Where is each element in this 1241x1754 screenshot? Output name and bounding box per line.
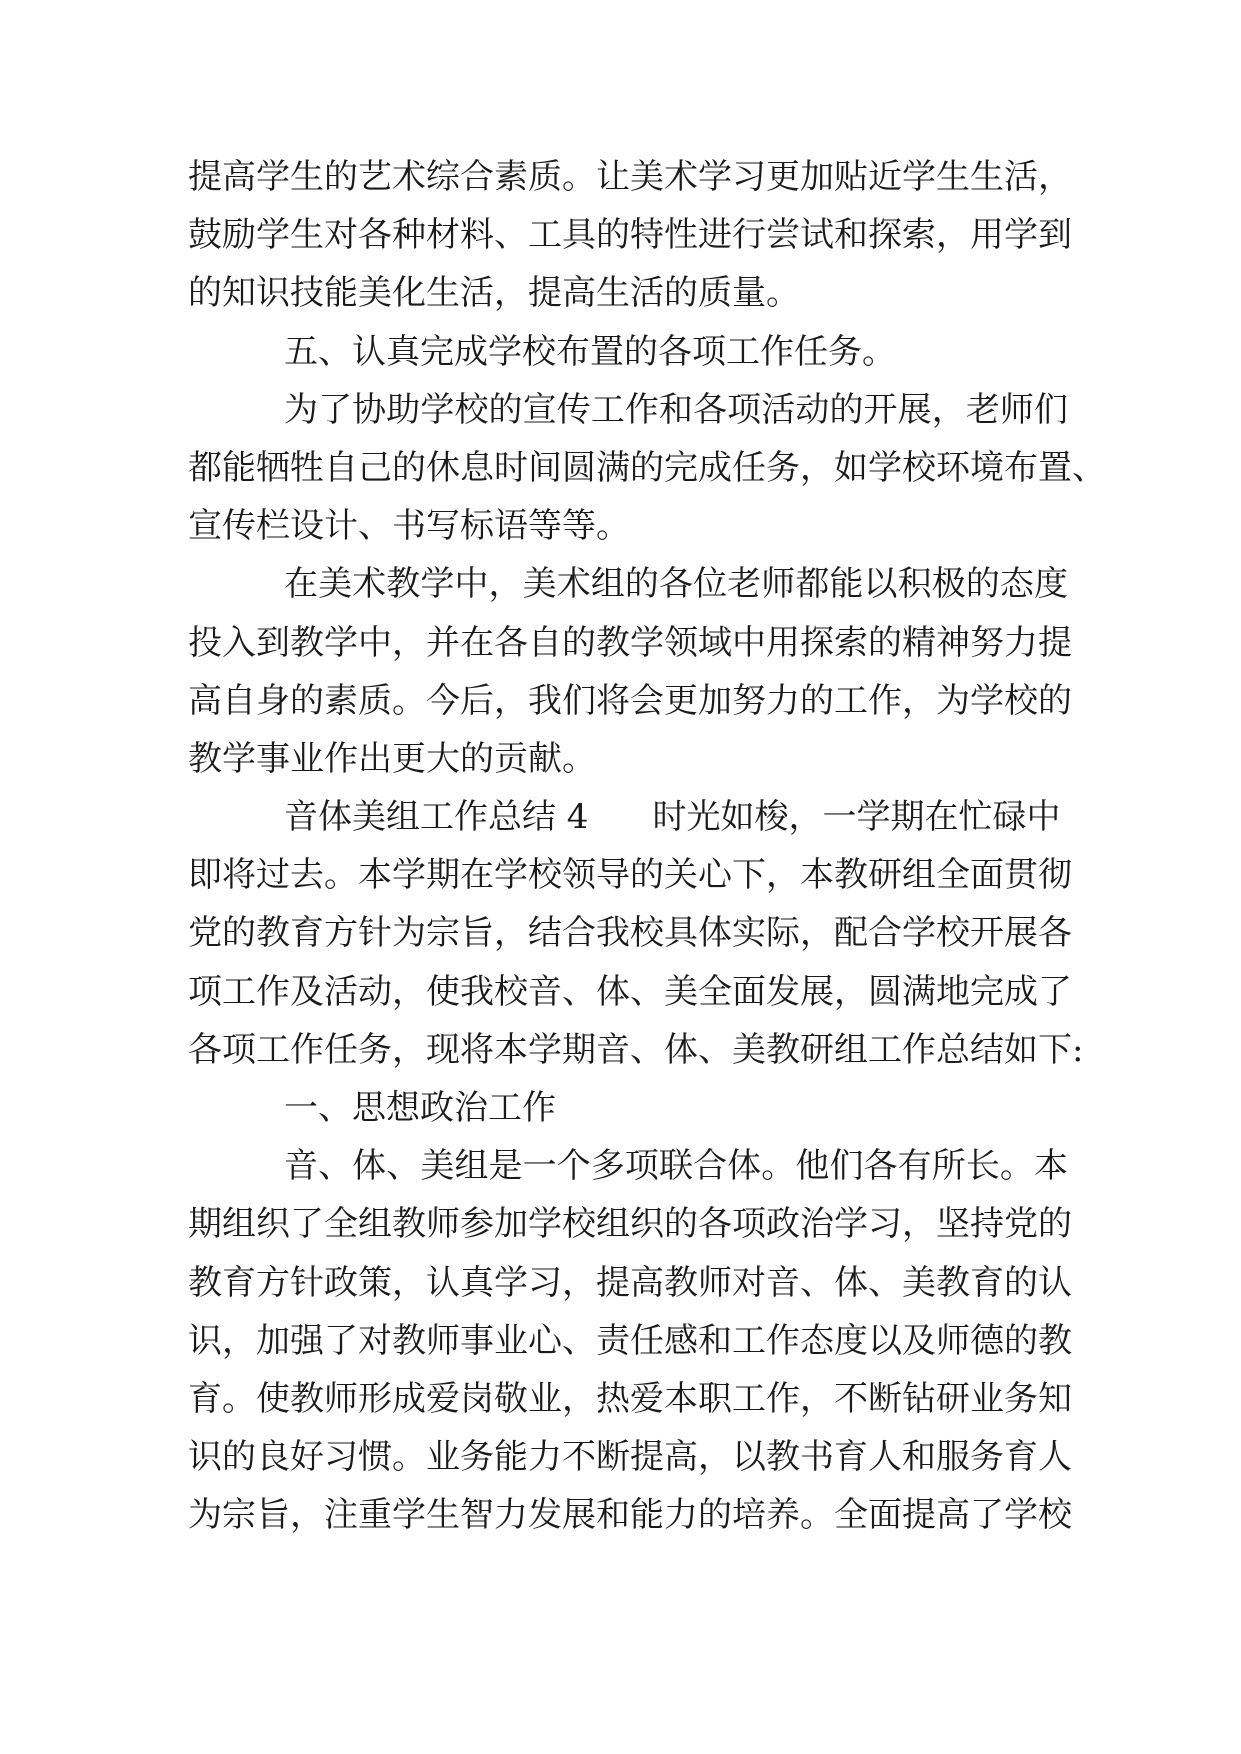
paragraph-line: 提高学生的艺术综合素质。让美术学习更加贴近学生生活， [188,157,1072,197]
paragraph-line: 识，加强了对教师事业心、责任感和工作态度以及师德的教 [188,1320,1072,1361]
paragraph-line: 即将过去。本学期在学校领导的关心下，本教研组全面贯彻 [188,855,1072,896]
paragraph-line: 党的教育方针为宗旨，结合我校具体实际，配合学校开展各 [188,913,1072,954]
paragraph-line: 都能牺牲自己的休息时间圆满的完成任务，如学校环境布置、 [188,447,1106,488]
section-heading: 五、认真完成学校布置的各项工作任务。 [284,331,896,372]
paragraph-line: 投入到教学中，并在各自的教学领域中用探索的精神努力提 [188,622,1072,663]
paragraph-line: 鼓励学生对各种材料、工具的特性进行尝试和探索，用学到 [188,215,1072,256]
document-body [188,148,1106,1545]
paragraph-line: 教学事业作出更大的贡献。 [188,738,596,779]
paragraph-line: 高自身的素质。今后，我们将会更加努力的工作，为学校的 [188,680,1072,721]
summary-heading-line [188,788,1068,846]
paragraph-line: 识的良好习惯。业务能力不断提高，以教书育人和服务育人 [188,1437,1072,1478]
paragraph-line: 项工作及活动，使我校音、体、美全面发展，圆满地完成了 [188,971,1072,1012]
paragraph-line: 教育方针政策，认真学习，提高教师对音、体、美教育的认 [188,1262,1072,1303]
paragraph-line: 期组织了全组教师参加学校组织的各项政治学习，坚持党的 [188,1204,1072,1245]
paragraph-text: 时光如梭，一学期在忙碌中 [652,797,1061,838]
paragraph-line: 为宗旨，注重学生智力发展和能力的培养。全面提高了学校 [188,1495,1072,1536]
paragraph-line: 的知识技能美化生活，提高生活的质量。 [188,273,800,314]
paragraph-line: 音、体、美组是一个多项联合体。他们各有所长。本 [284,1146,1068,1187]
paragraph-line: 育。使教师形成爱岗敬业，热爱本职工作，不断钻研业务知 [188,1378,1072,1419]
paragraph-line: 为了协助学校的宣传工作和各项活动的开展，老师们 [284,389,1068,430]
summary-heading: 音体美组工作总结 4 [284,797,589,838]
paragraph-line: 宣传栏设计、书写标语等等。 [188,506,630,547]
paragraph-line: 各项工作任务，现将本学期音、体、美教研组工作总结如下: [188,1029,1084,1070]
paragraph-line: 在美术教学中，美术组的各位老师都能以积极的态度 [284,564,1068,605]
section-heading: 一、思想政治工作 [284,1088,556,1128]
